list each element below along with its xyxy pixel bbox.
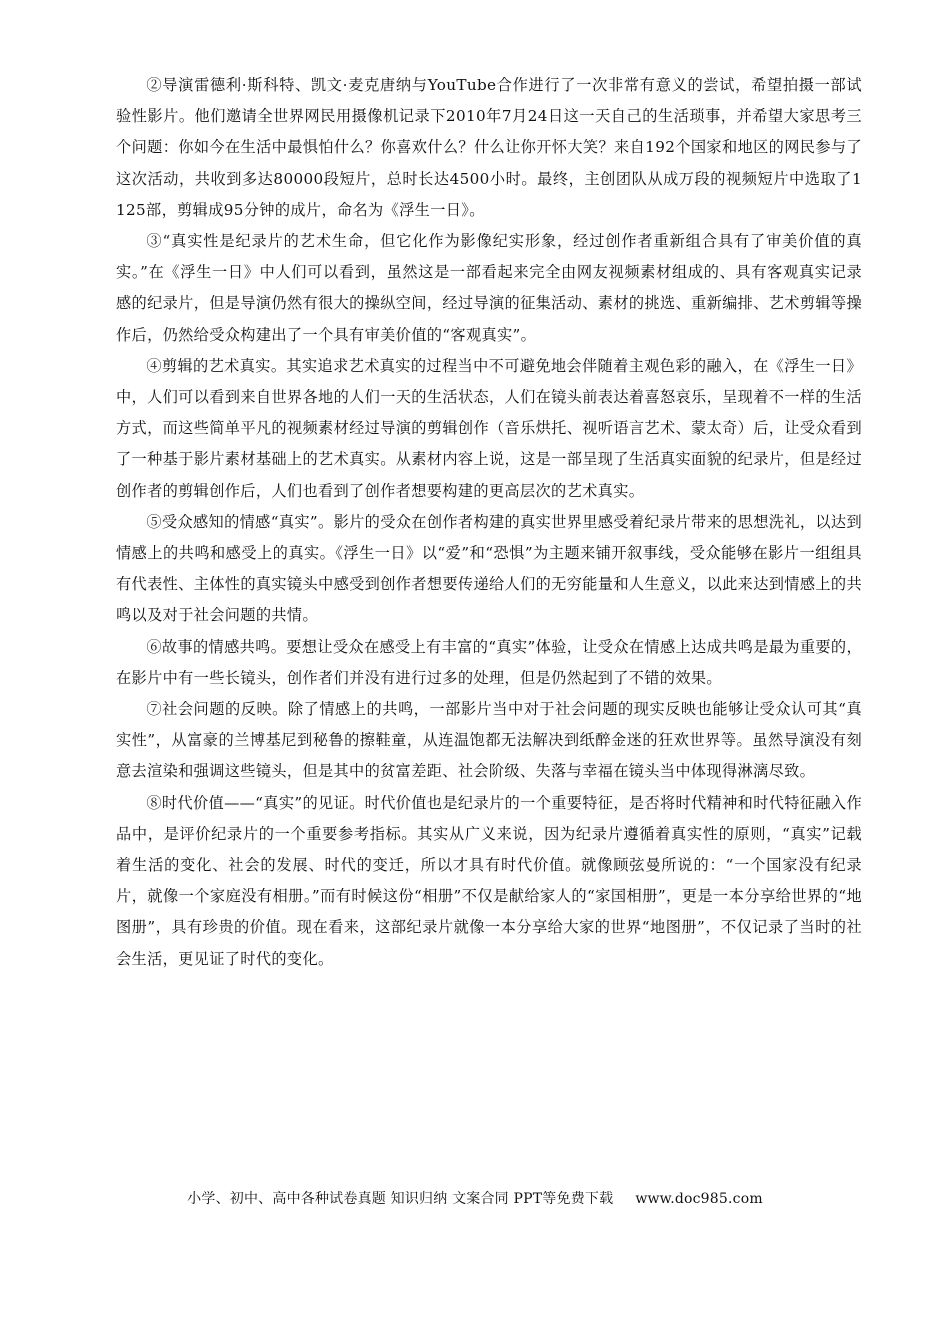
paragraph-3: ③“真实性是纪录片的艺术生命，但它化作为影像纪实形象，经过创作者重新组合具有了审美价值的真实。”在《浮生一日》中人们可以看到，虽然这是一部看起来完全由网友视频素材组成的、具有客观真实记录感的纪录片，但是导演仍然有很大的操纵空间，经过导演的征集活动、素材的挑选、重新编排、艺术剪辑等操作后，仍然给受众构建出了一个具有审美价值的“客观真实”。 (116, 232, 862, 344)
paragraph-5: ⑤受众感知的情感“真实”。影片的受众在创作者构建的真实世界里感受着纪录片带来的思想洗礼，以达到情感上的共鸣和感受上的真实。《浮生一日》以“爱”和“恐惧”为主题来铺开叙事线，受众能够在影片一组组具有代表性、主体性的真实镜头中感受到创作者想要传递给人们的无穷能量和人生意义，以此来达到情感上的共鸣以及对于社会问题的共情。 (116, 512, 862, 625)
footer-text: 小学、初中、高中各种试卷真题 知识归纳 文案合同 PPT等免费下载 (187, 1191, 614, 1207)
footer-url[interactable]: www.doc985.com (635, 1191, 763, 1207)
paragraph-4: ④剪辑的艺术真实。其实追求艺术真实的过程当中不可避免地会伴随着主观色彩的融入，在《浮生一日》中，人们可以看到来自世界各地的人们一天的生活状态，人们在镜头前表达着喜怒哀乐，呈现着不一样的生活方式，而这些简单平凡的视频素材经过导演的剪辑创作（音乐烘托、视听语言艺术、蒙太奇）后，让受众看到了一种基于影片素材基础上的艺术真实。从素材内容上说，这是一部呈现了生活真实面貌的纪录片，但是经过创作者的剪辑创作后，人们也看到了创作者想要构建的更高层次的艺术真实。 (116, 356, 862, 500)
paragraph-6: ⑥故事的情感共鸣。要想让受众在感受上有丰富的“真实”体验，让受众在情感上达成共鸣是最为重要的，在影片中有一些长镜头，创作者们并没有进行过多的处理，但是仍然起到了不错的效果。 (116, 637, 862, 687)
paragraph-2: ②导演雷德利·斯科特、凯文·麦克唐纳与YouTube合作进行了一次非常有意义的尝试，希望拍摄一部试验性影片。他们邀请全世界网民用摄像机记录下2010年7月24日这一天自己的生活琐事，并希望大家思考三个问题：你如今在生活中最惧怕什么？你喜欢什么？什么让你开怀大笑？来自192个国家和地区的网民参与了这次活动，共收到多达80000段短片，总时长达4500小时。最终，主创团队从成万段的视频短片中选取了1125部，剪辑成95分钟的成片，命名为《浮生一日》。 (116, 76, 862, 219)
article-body (116, 70, 862, 975)
paragraph-8: ⑧时代价值——“真实”的见证。时代价值也是纪录片的一个重要特征，是否将时代精神和时代特征融入作品中，是评价纪录片的一个重要参考指标。其实从广义来说，因为纪录片遵循着真实性的原则，“真实”记载着生活的变化、社会的发展、时代的变迁，所以才具有时代价值。就像顾弦曼所说的：“一个国家没有纪录片，就像一个家庭没有相册。”而有时候这份“相册”不仅是献给家人的“家国相册”，更是一本分享给世界的“地图册”，具有珍贵的价值。现在看来，这部纪录片就像一本分享给大家的世界“地图册”，不仅记录了当时的社会生活，更见证了时代的变化。 (116, 793, 862, 968)
paragraph-7: ⑦社会问题的反映。除了情感上的共鸣，一部影片当中对于社会问题的现实反映也能够让受众认可其“真实性”，从富豪的兰博基尼到秘鲁的擦鞋童，从连温饱都无法解决到纸醉金迷的狂欢世界等。虽然导演没有刻意去渲染和强调这些镜头，但是其中的贫富差距、社会阶级、失落与幸福在镜头当中体现得淋漓尽致。 (116, 700, 862, 781)
page-footer (0, 1188, 950, 1208)
